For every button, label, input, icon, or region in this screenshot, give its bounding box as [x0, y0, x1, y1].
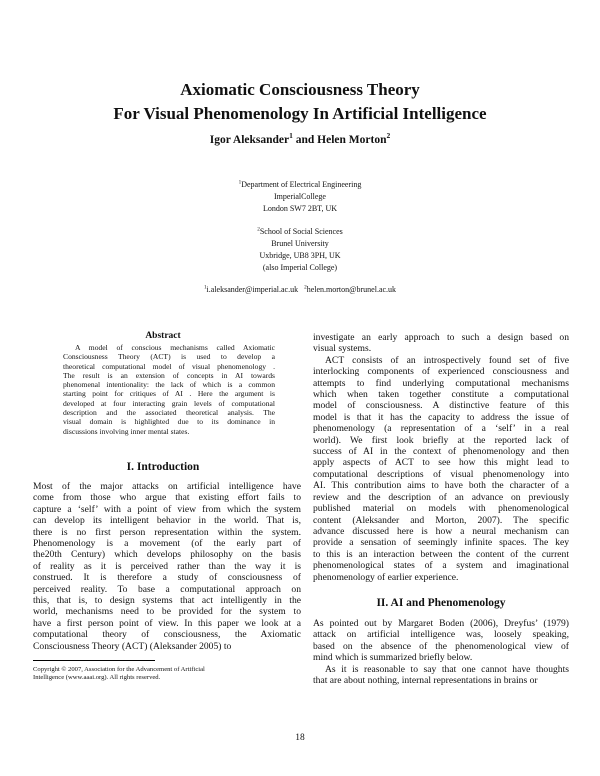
affiliation-2-line-2: Brunel University [271, 239, 329, 248]
author-line [0, 131, 600, 146]
section-1-line: Phenomenology is a movement (of the early part of [33, 538, 301, 550]
copyright-notice [33, 666, 301, 682]
section-1-line: there is no first person representation within the system. [33, 526, 301, 538]
affiliation-2-line-3: Uxbridge, UB8 3PH, UK [259, 251, 341, 260]
right-para-2-line: published material on models with phenomenological [313, 503, 569, 515]
section-1-line: come from those who argue that existing effort fails to [33, 492, 301, 504]
paragraph-representations [313, 664, 569, 687]
affiliation-1-line-2: ImperialCollege [274, 192, 326, 201]
abstract-line: developed at four interacting grain levels of computational [63, 398, 275, 408]
right-para-3-line: based on the absence of the phenomenological view of [313, 640, 569, 652]
right-para-2-line: computational descriptions of visual phenomenology into [313, 468, 569, 480]
right-para-2-line: review and the description of an advance on previously [313, 491, 569, 503]
author-1-sup: 1 [289, 131, 293, 141]
right-para-4-line: As it is reasonable to say that one cannot have thoughts [325, 663, 569, 675]
affiliation-2-line-4: (also Imperial College) [262, 263, 338, 272]
section-1-line: Consciousness Theory (ACT) (Aleksander 2005) to [33, 640, 232, 652]
author-2-sup: 2 [386, 131, 391, 141]
section-1-line: have a first person point of view. In this paper we look at a [33, 617, 301, 629]
author-2: Helen Morton [317, 134, 387, 146]
right-para-3-line: mind which is summarized briefly below. [313, 652, 473, 664]
author-and: and [292, 134, 318, 146]
page-number: 18 [295, 733, 305, 743]
abstract-line: theoretical computational model of visual phenomenology . [63, 361, 275, 371]
right-para-2-line: to this is an interaction between the content of the current [313, 548, 569, 560]
abstract-line: The result is an extension of concepts in AI towards [63, 370, 275, 380]
abstract-line: visual domain is highlighted due to its dominance in [63, 417, 275, 427]
right-para-2-line: world). We first look briefly at the reported lack of [313, 434, 569, 446]
section-1-line: perceived reality. To base a computational approach on [33, 583, 301, 595]
right-para-4-line: that are about nothing, internal representations in brains or [313, 675, 538, 687]
section-1-line: this, that is, to design systems that act intelligently in the [33, 595, 301, 607]
right-para-2-line: attempts to find underlying computational mechanisms [313, 377, 569, 389]
email-2-sup: 2 [304, 284, 307, 291]
abstract-body [63, 343, 275, 436]
right-para-1-line: investigate an early approach to such a design based on [313, 332, 569, 343]
abstract-line: discussions involving inner mental states. [63, 426, 190, 436]
section-1-line: computational theory of consciousness, the Axiomatic [33, 629, 301, 641]
section-1-line: world, mechanisms need to be provided for the system to [33, 606, 301, 618]
right-para-2-line: content (Aleksander and Morton, 2007). The specific [313, 514, 569, 526]
right-para-2-line: AI. This contribution aims to have both the character of a [313, 480, 569, 492]
paragraph-act [313, 355, 569, 583]
paper-title-line-1: Axiomatic Consciousness Theory [180, 80, 420, 99]
email-1-sup: 1 [203, 284, 207, 291]
abstract-line: A model of conscious mechanisms called Axiomatic [75, 343, 275, 352]
section-1-line: of reality as it is perceived rather than the way it is [33, 560, 301, 572]
abstract-heading: Abstract [145, 331, 181, 341]
section-1-line: construed. It is therefore a study of consciousness of [33, 572, 301, 584]
section-1-line: capture a ‘self’ with a point of view from which the system [33, 503, 301, 515]
section-1-line: can develop its intelligent behavior in the world. That is, [33, 515, 301, 527]
right-para-2-line: phenomenological states of a system and imaginational [313, 560, 569, 572]
abstract-line: description and the associated theoretical analysis. The [63, 408, 275, 418]
affiliation-1 [0, 179, 600, 215]
email-line [0, 284, 600, 296]
affiliation-1-sup: 1 [238, 179, 242, 186]
section-1-body [33, 481, 301, 652]
right-para-2-line: apply aspects of ACT to see how this might lead to [313, 457, 569, 469]
section-2-body [313, 618, 569, 686]
affiliation-2-sup: 2 [257, 226, 260, 233]
paper-title-line-2: For Visual Phenomenology In Artificial Intelligence [113, 104, 487, 123]
author-1: Igor Aleksander [209, 134, 290, 146]
right-para-2-line: model is that it has the capacity to address the issue of [313, 411, 569, 423]
right-para-2-line: provide a sensation of seemingly infinite spaces. The key [313, 537, 569, 549]
abstract-line: phenomenal intentionality: the lack of which is a common [63, 380, 275, 390]
section-1-heading: I. Introduction [126, 461, 200, 473]
right-para-2-line: model of consciousness. A distinctive feature of this [313, 400, 569, 412]
section-1-line: Most of the major attacks on artificial intelligence have [33, 481, 301, 492]
right-para-2-line: which when taken together constitute a computational [313, 389, 569, 401]
right-para-3-line: As pointed out by Margaret Boden (2006), Dreyfus’ (1979) [313, 618, 569, 629]
paragraph-continuation [313, 332, 569, 355]
affiliation-1-line-1: $^1$Department of Electrical Engineering [238, 179, 362, 189]
right-para-2-line: success of AI in the context of phenomenology and then [313, 446, 569, 458]
copyright-line-2: Intelligence (www.aaai.org). All rights reserved. [33, 674, 161, 682]
right-para-3-line: attack on artificial intelligence was, loosely speaking, [313, 629, 569, 641]
section-2-heading: II. AI and Phenomenology [376, 597, 506, 609]
right-column-text [313, 332, 569, 583]
email-1: i.aleksander@imperial.ac.uk [206, 285, 299, 294]
abstract-line: Consciousness Theory (ACT) is used to develop a [63, 352, 275, 362]
right-para-2-line: advance discussed here is how a neural mechanism can [313, 525, 569, 537]
right-para-2-line: phenomenology (a representation of a ‘self’ in a real [313, 423, 569, 435]
section-1-line: the20th Century) which develops philosophy on the basis [33, 549, 301, 561]
right-para-2-line: interlocking components of experienced consciousness and [313, 366, 569, 378]
affiliation-2 [0, 226, 600, 274]
abstract-line: starting point for critiques of AI . Here the argument is [63, 389, 275, 399]
affiliation-1-line-3: London SW7 2BT, UK [262, 204, 338, 213]
right-para-1-line: visual systems. [313, 343, 372, 355]
right-para-2-line: ACT consists of an introspectively found set of five [325, 354, 569, 366]
affiliation-2-line-1: $^2$School of Social Sciences [257, 226, 343, 236]
footnote-rule [33, 660, 155, 661]
right-para-2-line: phenomenology of earlier experience. [313, 571, 459, 583]
copyright-line-1: Copyright © 2007, Association for the Advancement of Artificial [33, 666, 205, 673]
email-2: helen.morton@brunel.ac.uk [306, 285, 397, 294]
paragraph-boden [313, 618, 569, 664]
